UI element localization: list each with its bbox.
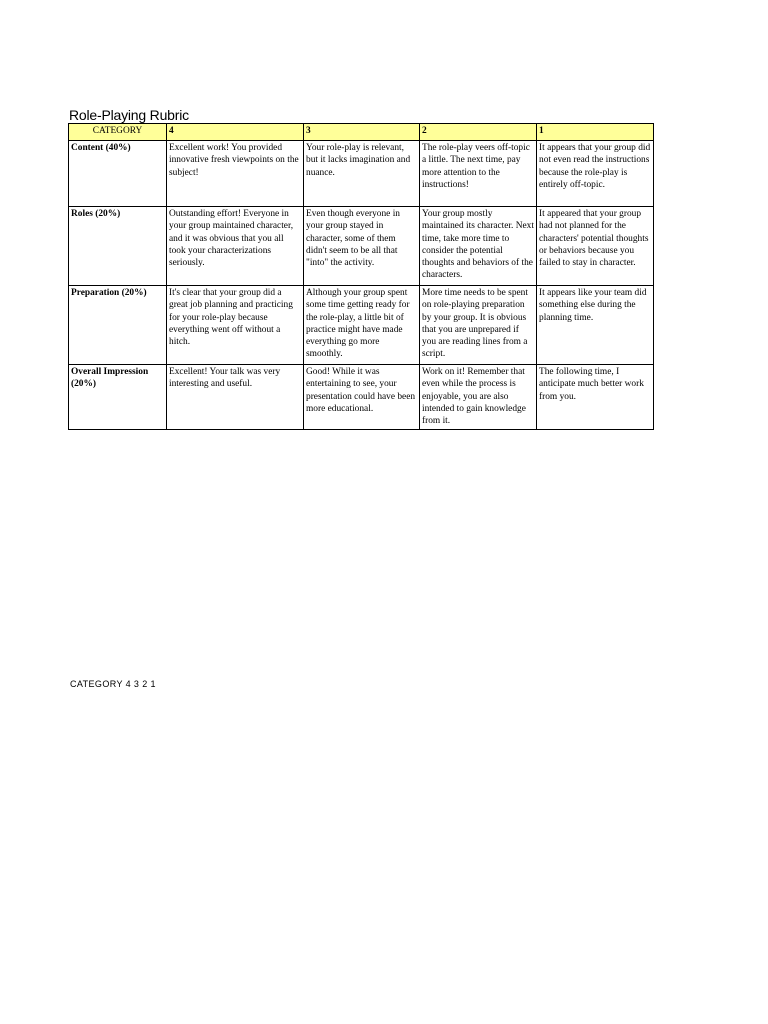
table-cell: Your group mostly maintained its character. Next time, take more time to consider the potential thoughts and behaviors of the characters. <box>420 207 537 286</box>
footer-text: CATEGORY 4 3 2 1 <box>70 679 156 689</box>
row-category-overall-impression: Overall Impression (20%) <box>69 365 167 430</box>
table-cell: Even though everyone in your group stayed in character, some of them didn't seem to be all that "into" the activity. <box>304 207 420 286</box>
table-cell: Excellent! Your talk was very interesting and useful. <box>167 365 304 430</box>
table-cell: Outstanding effort! Everyone in your group maintained character, and it was obvious that you all took your characterizations seriously. <box>167 207 304 286</box>
table-cell: It appeared that your group had not planned for the characters' potential thoughts or behaviors because you failed to stay in character. <box>537 207 654 286</box>
table-cell: More time needs to be spent on role-playing preparation by your group. It is obvious that you are unprepared if you are reading lines from a script. <box>420 286 537 365</box>
column-header-score-2: 2 <box>420 124 537 141</box>
column-header-score-3: 3 <box>304 124 420 141</box>
rubric-table <box>68 123 654 430</box>
column-header-score-1: 1 <box>537 124 654 141</box>
table-cell: It's clear that your group did a great job planning and practicing for your role-play because everything went off without a hitch. <box>167 286 304 365</box>
table-cell: Your role-play is relevant, but it lacks imagination and nuance. <box>304 141 420 207</box>
table-cell: Excellent work! You provided innovative fresh viewpoints on the subject! <box>167 141 304 207</box>
table-row <box>69 207 654 286</box>
row-category-preparation: Preparation (20%) <box>69 286 167 365</box>
table-cell: Work on it! Remember that even while the process is enjoyable, you are also intended to gain knowledge from it. <box>420 365 537 430</box>
column-header-score-4: 4 <box>167 124 304 141</box>
table-header-row <box>69 124 654 141</box>
row-category-roles: Roles (20%) <box>69 207 167 286</box>
table-cell: It appears that your group did not even read the instructions because the role-play is entirely off-topic. <box>537 141 654 207</box>
table-cell: The role-play veers off-topic a little. The next time, pay more attention to the instructions! <box>420 141 537 207</box>
table-row <box>69 141 654 207</box>
table-cell: Good! While it was entertaining to see, your presentation could have been more educational. <box>304 365 420 430</box>
table-cell: The following time, I anticipate much better work from you. <box>537 365 654 430</box>
table-row <box>69 286 654 365</box>
page-title: Role-Playing Rubric <box>69 107 189 123</box>
column-header-category: CATEGORY <box>69 124 167 141</box>
row-category-content: Content (40%) <box>69 141 167 207</box>
table-row <box>69 365 654 430</box>
table-cell: Although your group spent some time getting ready for the role-play, a little bit of practice might have made everything go more smoothly. <box>304 286 420 365</box>
table-cell: It appears like your team did something else during the planning time. <box>537 286 654 365</box>
